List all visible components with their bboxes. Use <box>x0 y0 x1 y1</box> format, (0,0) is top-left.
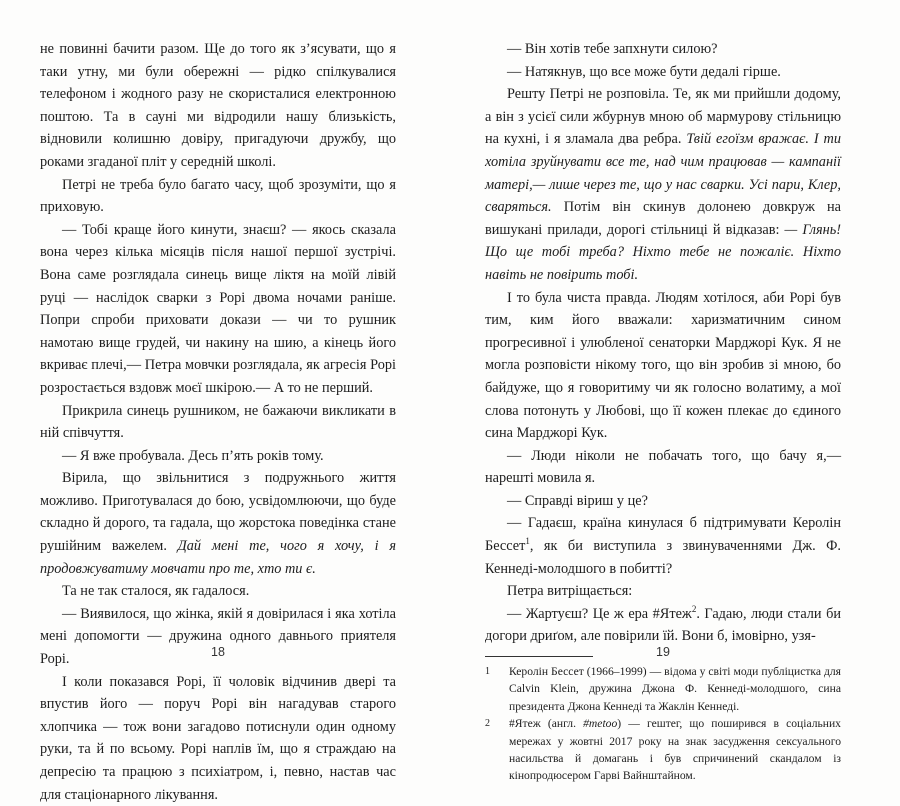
text-run: . Гадаю, люди стали би догори дриґом, але повірили їй. Вони б, імовірно, узя- <box>485 605 842 645</box>
text-run: Потім він скинув долонею довкруж на вишукані прилади, дорогі стільниці й відказав: <box>485 199 841 238</box>
paragraph: — Виявилося, що жінка, якій я довірилася і яка хотіла мені допомогти — дружина одного давнього приятеля Рорі. <box>40 605 396 668</box>
page-number-right: 19 <box>656 645 670 659</box>
italic-text: Твій егоїзм вражає. І ти хотіла зруйнувати все те, над чим працював — кампанії матері,— лише через те, що у нас сварки. Усі пари, Клер, сваряться. <box>485 131 841 216</box>
footnote-ref: 2 <box>691 604 697 615</box>
paragraph: І то була чиста правда. Людям хотілося, аби Рорі був тим, ким його вважали: харизматичним сином прогресивної і улюбленої сенаторки Марджорі Кук. Я не могла розповісти нікому того, що він зробив зі мною, бо байдуже, що я говоритиму чи як голосно волатиму, а мої слова потонуть у Любові, що її кожен плекає до єдиного сина Марджорі Кук. <box>485 289 841 442</box>
paragraph: Петра витріщається: <box>507 583 633 600</box>
footnote <box>485 663 841 715</box>
paragraph: — Справді віриш у це? <box>507 492 648 509</box>
footnote-ref: 1 <box>525 536 530 547</box>
text-run: Вірила, що звільнитися з подружнього життя можливо. Приготувалася до бою, усвідомлюючи, що буде складно й дорого, та гадала, що жорстока поведінка стане рушійним важелем. <box>40 470 396 555</box>
paragraph <box>485 603 841 648</box>
paragraph <box>485 83 841 286</box>
paragraph: — Натякнув, що все може бути дедалі гірше. <box>507 63 781 80</box>
paragraph: Петрі не треба було багато часу, щоб зрозуміти, що я приховую. <box>40 176 396 216</box>
footnote-text: ) — гештег, що поширився в соціальних мережах у жовтні 2017 року на знак засудження сексуального насильства й домагань і був спричинений скандалом із кінопродюсером Гарві Вайнштайном. <box>509 717 841 783</box>
paragraph: І коли показався Рорі, її чоловік відчинив двері та впустив його — поруч Рорі він нагадував старого хлопчика — тож вони загадово потиснули один одному руки, та й по всьому. Рорі наплів їм, що я страждаю на депресію та працюю з психіатром, і, певно, настав час для стаціонарного лікування. <box>40 673 396 803</box>
footnote-text: Керолін Бессет (1966–1999) — відома у світі моди публіцистка для Calvin Klein, дружина Джона Ф. Кеннеді-молодшого, сина президента Джона Кеннеді та Жаклін Кеннеді. <box>509 665 841 713</box>
italic-text: #metoo <box>583 717 618 731</box>
paragraph: — Люди ніколи не побачать того, що бачу я,— нарешті мовила я. <box>485 447 841 487</box>
right-page <box>485 38 841 785</box>
footnote-marker: 2 <box>485 718 490 730</box>
paragraph: Прикрила синець рушником, не бажаючи викликати в ній співчуття. <box>40 402 396 442</box>
italic-text: Дай мені те, чого я хочу, і я продовжуватиму мовчати про те, хто ти є. <box>40 538 396 577</box>
text-run: Решту Петрі не розповіла. Те, як ми прийшли додому, а він з усієї сили жбурнув мною об мармурову стільницю на кухні, і я зламала два ребра. <box>485 86 841 148</box>
footnotes <box>485 663 841 785</box>
footnote <box>485 715 841 785</box>
text-run: — Жартуєш? Це ж ера #Ятеж <box>507 605 692 622</box>
paragraph <box>485 512 841 580</box>
footnote-marker: 1 <box>485 666 490 678</box>
paragraph: Та не так сталося, як гадалося. <box>62 583 250 600</box>
paragraph: не повинні бачити разом. Ще до того як з’ясувати, що я таки утну, ми були обережні — рідко спілкувалися телефоном і жодного разу не скористалися електронною поштою. Та в сауні ми відродили нашу близькість, відновили колишню довіру, пригадуючи дружбу, що роками згаданої пліт у середній школі. <box>40 41 396 170</box>
italic-text: — Глянь! Що ще тобі треба? Ніхто тебе не пожаліє. Ніхто навіть не повірить тобі. <box>485 221 841 283</box>
page-number-left: 18 <box>211 645 225 659</box>
footnote-text: #Ятеж (англ. <box>509 717 584 731</box>
text-run: — Гадаєш, країна кинулася б підтримувати Керолін Бессет <box>485 515 841 555</box>
text-run: , як би виступила з звинуваченнями Дж. Ф. Кеннеді-молодшого в побитті? <box>485 538 841 577</box>
paragraph <box>40 467 396 580</box>
paragraph: — Я вже пробувала. Десь п’ять років тому. <box>62 447 324 464</box>
paragraph: — Він хотів тебе запхнути силою? <box>507 41 718 57</box>
paragraph: — Тобі краще його кинути, знаєш? — якось сказала вона через кілька місяців після нашої першої зустрічі. Вона саме розглядала синець вище ліктя на моїй лівій руці — наслідок сварки з Рорі двома ночами раніше. Попри спроби приховати докази — чи то рушник намотаю вище грудей, чи накину на шию, а кінець його вкриває плечі,— Петра мовчки розглядала, як агресія Рорі розростається вздовж моєї шкірою.— А то не перший. <box>40 221 396 396</box>
left-page <box>40 38 396 806</box>
